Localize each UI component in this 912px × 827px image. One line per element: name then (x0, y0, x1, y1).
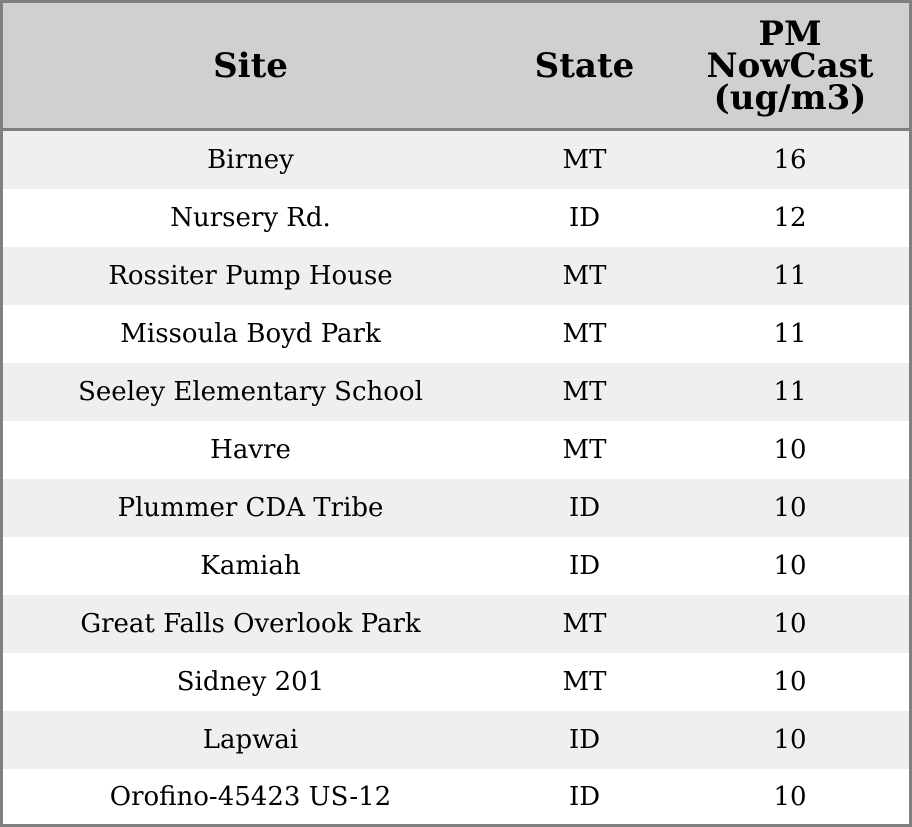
state-cell: ID (498, 479, 671, 537)
table-row (3, 421, 909, 479)
table-row (3, 479, 909, 537)
site-cell: Sidney 201 (3, 653, 498, 711)
table-body (3, 130, 909, 825)
site-cell: Missoula Boyd Park (3, 305, 498, 363)
table-row (3, 769, 909, 824)
site-cell: Rossiter Pump House (3, 247, 498, 305)
site-cell: Nursery Rd. (3, 189, 498, 247)
pm-header-line-1: PM (758, 13, 822, 54)
pm-value-cell: 11 (671, 247, 909, 305)
state-cell: ID (498, 769, 671, 824)
table-header (3, 3, 909, 130)
state-cell: MT (498, 130, 671, 190)
pm-value-cell: 16 (671, 130, 909, 190)
pm-value-cell: 10 (671, 595, 909, 653)
state-cell: MT (498, 595, 671, 653)
table-row (3, 363, 909, 421)
site-cell: Kamiah (3, 537, 498, 595)
site-cell: Orofino-45423 US-12 (3, 769, 498, 824)
state-cell: MT (498, 653, 671, 711)
pm-value-cell: 10 (671, 537, 909, 595)
site-cell: Plummer CDA Tribe (3, 479, 498, 537)
state-cell: ID (498, 189, 671, 247)
column-header-site: Site (3, 3, 498, 130)
pm-value-cell: 10 (671, 711, 909, 769)
pm-value-cell: 10 (671, 479, 909, 537)
site-cell: Birney (3, 130, 498, 190)
table-row (3, 653, 909, 711)
pm-value-cell: 12 (671, 189, 909, 247)
pm-nowcast-table (3, 3, 909, 824)
site-cell: Lapwai (3, 711, 498, 769)
pm-value-cell: 11 (671, 305, 909, 363)
pm-value-cell: 10 (671, 421, 909, 479)
state-cell: MT (498, 363, 671, 421)
site-cell: Great Falls Overlook Park (3, 595, 498, 653)
pm-value-cell: 11 (671, 363, 909, 421)
pm-value-cell: 10 (671, 769, 909, 824)
state-cell: ID (498, 711, 671, 769)
table-row (3, 595, 909, 653)
table-row (3, 189, 909, 247)
header-row (3, 3, 909, 130)
pm-header-line-3: (ug/m3) (713, 77, 867, 118)
state-cell: ID (498, 537, 671, 595)
pm-value-cell: 10 (671, 653, 909, 711)
pm-header-line-2: NowCast (706, 45, 874, 86)
state-cell: MT (498, 247, 671, 305)
state-cell: MT (498, 421, 671, 479)
table-row (3, 537, 909, 595)
table-row (3, 711, 909, 769)
column-header-pm-nowcast (671, 3, 909, 130)
table-row (3, 247, 909, 305)
site-cell: Havre (3, 421, 498, 479)
table-row (3, 130, 909, 190)
column-header-state: State (498, 3, 671, 130)
site-cell: Seeley Elementary School (3, 363, 498, 421)
state-cell: MT (498, 305, 671, 363)
table-row (3, 305, 909, 363)
